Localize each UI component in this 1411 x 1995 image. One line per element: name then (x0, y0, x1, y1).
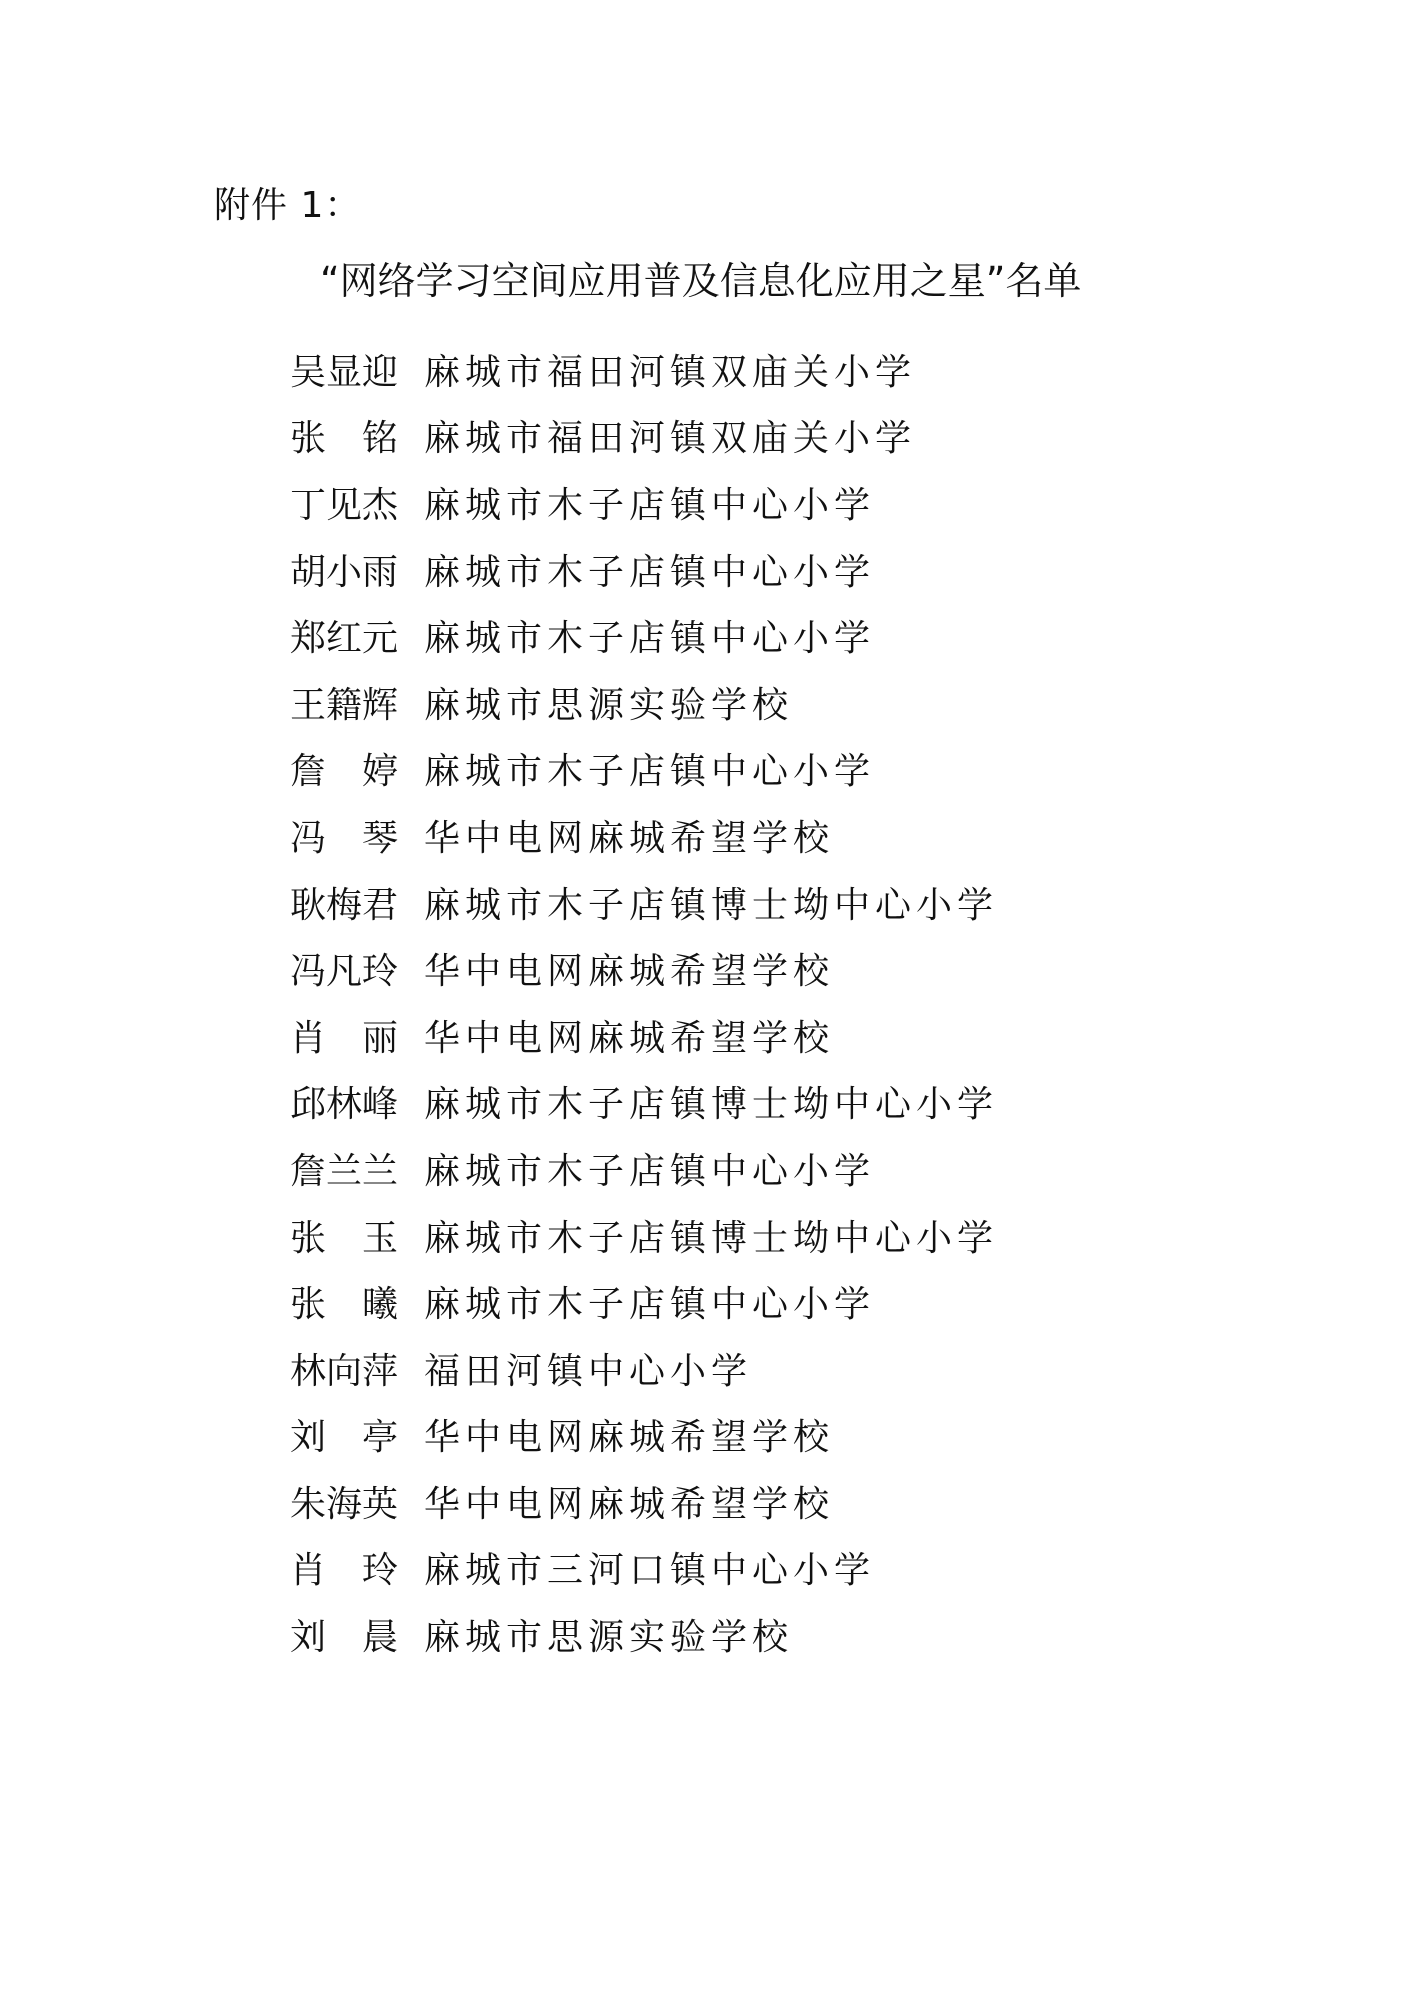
person-name: 张曦 (290, 1284, 398, 1326)
school-name: 麻城市木子店镇中心小学 (424, 484, 876, 526)
person-name: 丁见杰 (290, 484, 399, 526)
list-item (290, 1335, 998, 1402)
school-name: 麻城市福田河镇双庙关小学 (424, 418, 917, 460)
list-item (290, 935, 998, 1002)
list-item (290, 802, 998, 869)
list-item (290, 1601, 998, 1668)
person-name: 吴显迎 (290, 351, 399, 393)
school-name: 麻城市木子店镇博士坳中心小学 (424, 1084, 999, 1126)
school-name: 华中电网麻城希望学校 (424, 1017, 835, 1059)
list-item (290, 869, 998, 936)
school-name: 华中电网麻城希望学校 (424, 817, 835, 859)
person-name: 郑红元 (290, 618, 399, 660)
person-name: 王籍辉 (290, 684, 399, 726)
list-item (290, 1202, 998, 1269)
list-item (290, 602, 998, 669)
list-item (290, 469, 998, 536)
person-name: 刘亭 (290, 1417, 398, 1459)
honoree-list (290, 336, 998, 1668)
person-name: 张铭 (290, 418, 398, 460)
list-item (290, 1402, 998, 1469)
list-item (290, 1135, 998, 1202)
person-name: 刘晨 (290, 1617, 398, 1659)
person-name: 胡小雨 (290, 551, 399, 593)
person-name: 冯琴 (290, 817, 398, 859)
person-name: 张玉 (290, 1217, 398, 1259)
list-item (290, 669, 998, 736)
person-name: 肖玲 (290, 1550, 398, 1592)
school-name: 麻城市思源实验学校 (424, 684, 794, 726)
school-name: 麻城市思源实验学校 (424, 1617, 794, 1659)
attachment-label: 附件 1： (214, 185, 362, 226)
school-name: 麻城市木子店镇中心小学 (424, 618, 876, 660)
school-name: 华中电网麻城希望学校 (424, 951, 835, 993)
list-item (290, 1268, 998, 1335)
school-name: 麻城市木子店镇博士坳中心小学 (424, 1217, 999, 1259)
list-item (290, 403, 998, 470)
person-name: 耿梅君 (290, 884, 399, 926)
school-name: 麻城市三河口镇中心小学 (424, 1550, 876, 1592)
person-name: 邱林峰 (290, 1084, 399, 1126)
list-item (290, 1535, 998, 1602)
list-item (290, 736, 998, 803)
list-item (290, 536, 998, 603)
list-item (290, 1002, 998, 1069)
document-title: “网络学习空间应用普及信息化应用之星”名单 (320, 259, 1082, 303)
school-name: 麻城市福田河镇双庙关小学 (424, 351, 917, 393)
school-name: 福田河镇中心小学 (424, 1350, 753, 1392)
school-name: 麻城市木子店镇中心小学 (424, 551, 876, 593)
list-item (290, 1069, 998, 1136)
list-item (290, 1468, 998, 1535)
list-item (290, 336, 998, 403)
person-name: 林向萍 (290, 1350, 399, 1392)
person-name: 朱海英 (290, 1483, 399, 1525)
person-name: 肖丽 (290, 1017, 398, 1059)
school-name: 麻城市木子店镇博士坳中心小学 (424, 884, 999, 926)
school-name: 麻城市木子店镇中心小学 (424, 751, 876, 793)
school-name: 麻城市木子店镇中心小学 (424, 1150, 876, 1192)
person-name: 詹兰兰 (290, 1150, 399, 1192)
person-name: 冯凡玲 (290, 951, 399, 993)
school-name: 华中电网麻城希望学校 (424, 1417, 835, 1459)
school-name: 麻城市木子店镇中心小学 (424, 1284, 876, 1326)
person-name: 詹婷 (290, 751, 398, 793)
school-name: 华中电网麻城希望学校 (424, 1483, 835, 1525)
